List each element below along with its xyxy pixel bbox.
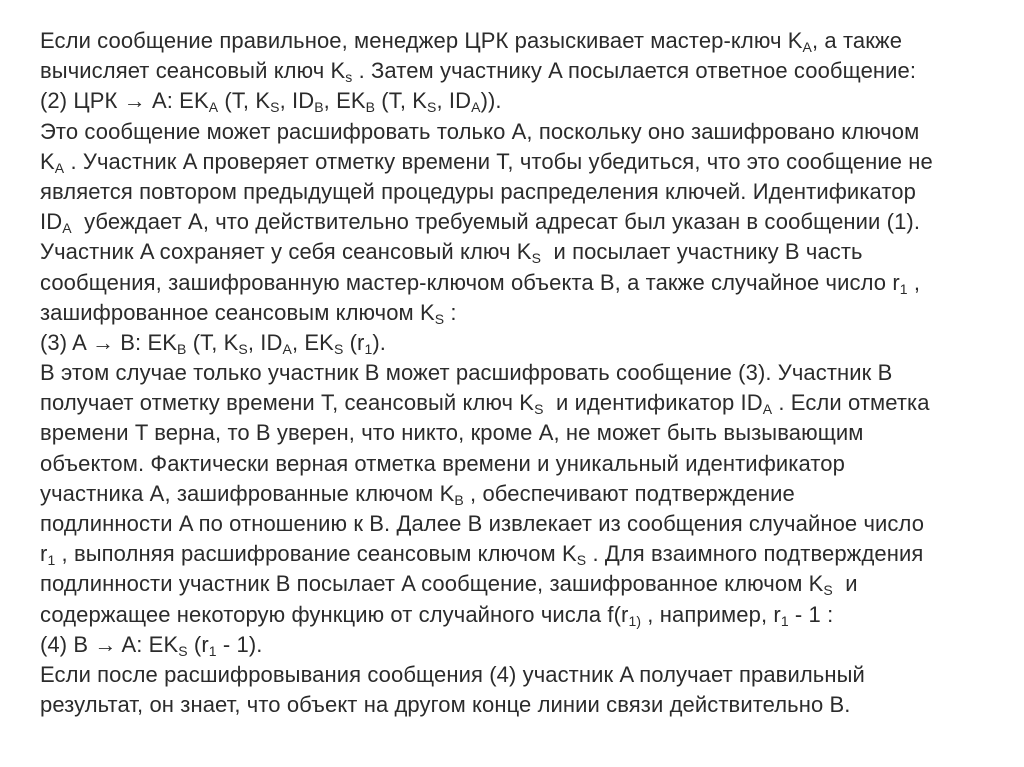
subscript: A (282, 340, 292, 357)
subscript: S (333, 340, 344, 357)
subscript: S (576, 552, 587, 569)
subscript: 1 (899, 280, 908, 297)
text-segment: сообщения, зашифрованную мастер-ключом объекта B, а также случайное число r (40, 269, 900, 295)
text-line (40, 690, 1000, 720)
text-segment: : (444, 299, 457, 325)
text-segment: подлинности участник B посылает A сообщение, зашифрованное ключом K (40, 571, 824, 597)
subscript: 1 (47, 552, 56, 569)
text-segment: K (40, 148, 55, 174)
text-segment: (r (187, 631, 209, 657)
text-segment: - 1 : (788, 601, 834, 627)
text-line (40, 177, 1000, 207)
text-segment: (T, K (218, 88, 271, 114)
text-segment: , ID (247, 329, 283, 355)
text-line (40, 449, 1000, 479)
subscript: A (802, 39, 812, 55)
text-segment: объектом. Фактически верная отметка времени и уникальный идентификатор (40, 450, 845, 476)
subscript: S (270, 99, 280, 116)
text-segment: . Если отметка (772, 390, 930, 416)
text-line (40, 298, 1000, 328)
text-segment: (4) B → A: EK (40, 631, 179, 657)
subscript: 1 (208, 642, 217, 659)
text-line (40, 600, 1000, 630)
text-segment: содержащее некоторую функцию от случайного числа f(r (40, 601, 629, 627)
text-segment: . Для взаимного подтверждения (586, 541, 924, 567)
text-line (40, 56, 1000, 86)
text-segment: (T, K (375, 88, 428, 114)
subscript: s (345, 69, 353, 86)
text-segment: . Участник A проверяет отметку времени T, чтобы убедиться, что это сообщение не (64, 148, 933, 174)
text-segment: участника A, зашифрованные ключом K (40, 480, 455, 506)
subscript: S (531, 250, 542, 267)
text-segment: ID (40, 209, 63, 235)
text-line (40, 479, 1000, 509)
text-segment: , (907, 269, 921, 295)
text-line (40, 509, 1000, 539)
text-segment: )). (480, 88, 502, 114)
subscript: S (178, 642, 188, 659)
subscript: B (454, 491, 464, 508)
text-segment: и посылает участнику B часть (541, 239, 863, 265)
text-segment: - 1). (216, 631, 263, 657)
text-line (40, 86, 1000, 116)
text-line (40, 268, 1000, 298)
text-line (40, 237, 1000, 267)
text-segment: , EK (291, 329, 334, 355)
subscript: 1) (628, 612, 642, 629)
text-segment: Если сообщение правильное, менеджер ЦРК разыскивает мастер-ключ K (40, 28, 803, 53)
subscript: S (434, 310, 445, 327)
text-line (40, 660, 1000, 690)
text-segment: вычисляет сеансовый ключ K (40, 58, 346, 84)
text-line (40, 358, 1000, 388)
text-segment: зашифрованное сеансовым ключом K (40, 299, 435, 325)
text-segment: и (832, 571, 858, 597)
text-line (40, 418, 1000, 448)
text-segment: времени T верна, то B уверен, что никто, кроме A, не может быть вызывающим (40, 420, 864, 446)
text-line (40, 207, 1000, 237)
text-segment: , выполняя расшифрование сеансовым ключом K (55, 541, 577, 567)
text-line (40, 117, 1000, 147)
subscript: A (471, 99, 481, 116)
subscript: B (365, 99, 376, 116)
text-segment: Это сообщение может расшифровать только A, поскольку оно зашифровано ключом (40, 118, 920, 144)
text-line (40, 539, 1000, 569)
text-segment: , ID (279, 88, 315, 114)
text-segment: (3) A → B: EK (40, 329, 178, 355)
subscript: B (314, 99, 324, 116)
text-segment: подлинности A по отношению к B. Далее B извлекает из сообщения случайное число (40, 511, 925, 536)
text-segment: убеждает A, что действительно требуемый адресат был указан в сообщении (1). (71, 209, 921, 235)
text-segment: , а также (811, 28, 903, 53)
text-segment: (T, K (186, 329, 239, 355)
text-segment: , например, r (641, 601, 781, 627)
slide-text-body (40, 26, 1000, 720)
text-segment: и идентификатор ID (543, 390, 763, 416)
subscript: S (823, 582, 833, 599)
subscript: A (762, 401, 773, 418)
subscript: 1 (364, 340, 373, 357)
text-line (40, 388, 1000, 418)
text-segment: (r (343, 329, 365, 355)
text-segment: . Затем участнику A посылается ответное сообщение: (352, 58, 917, 84)
text-segment: Если после расшифровывания сообщения (4) участник A получает правильный (40, 661, 865, 687)
subscript: A (62, 220, 72, 237)
text-segment: ). (372, 329, 386, 355)
text-line (40, 569, 1000, 599)
subscript: S (534, 401, 544, 418)
text-segment: Участник A сохраняет у себя сеансовый ключ K (40, 239, 532, 265)
text-segment: получает отметку времени T, сеансовый ключ K (40, 390, 535, 416)
subscript: S (238, 340, 248, 357)
subscript: A (208, 99, 219, 116)
subscript: B (177, 340, 187, 357)
text-segment: В этом случае только участник B может расшифровать сообщение (3). Участник B (40, 360, 893, 386)
text-segment: результат, он знает, что объект на другом конце линии связи действительно B. (40, 692, 851, 718)
text-segment: (2) ЦРК → A: EK (40, 88, 209, 114)
text-segment: , обеспечивают подтверждение (463, 480, 795, 506)
subscript: S (427, 99, 437, 116)
text-line (40, 26, 1000, 56)
text-segment: r (40, 541, 48, 567)
subscript: A (54, 159, 65, 176)
subscript: 1 (780, 612, 789, 629)
text-line (40, 630, 1000, 660)
text-line (40, 328, 1000, 358)
text-segment: , EK (323, 88, 366, 114)
text-line (40, 147, 1000, 177)
text-segment: является повтором предыдущей процедуры распределения ключей. Идентификатор (40, 178, 916, 204)
text-segment: , ID (436, 88, 472, 114)
